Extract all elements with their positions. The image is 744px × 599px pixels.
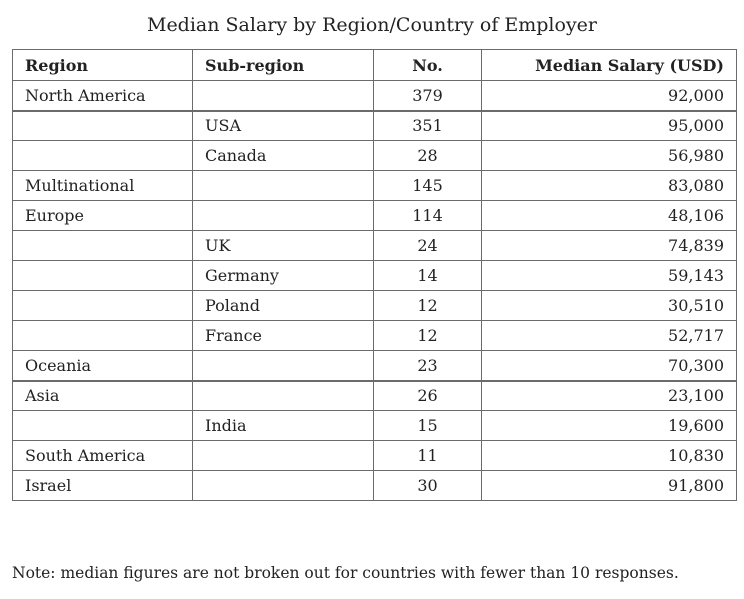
cell-count: 26	[374, 381, 482, 411]
cell-count: 379	[374, 81, 482, 111]
cell-salary: 74,839	[482, 231, 737, 261]
cell-salary: 30,510	[482, 291, 737, 321]
header-median-salary: Median Salary (USD)	[482, 50, 737, 81]
table-row	[13, 201, 737, 231]
cell-salary: 91,800	[482, 471, 737, 501]
cell-subregion: Canada	[193, 141, 374, 171]
cell-subregion: India	[193, 411, 374, 441]
cell-count: 114	[374, 201, 482, 231]
cell-region	[13, 411, 193, 441]
header-region: Region	[13, 50, 193, 81]
cell-count: 24	[374, 231, 482, 261]
cell-salary: 48,106	[482, 201, 737, 231]
cell-subregion: Poland	[193, 291, 374, 321]
table-row	[13, 291, 737, 321]
cell-salary: 95,000	[482, 111, 737, 141]
table-row	[13, 351, 737, 381]
footnote: Note: median figures are not broken out for countries with fewer than 10 responses.	[12, 564, 679, 582]
cell-count: 351	[374, 111, 482, 141]
cell-region	[13, 231, 193, 261]
table-row	[13, 171, 737, 201]
table-row	[13, 111, 737, 141]
cell-count: 11	[374, 441, 482, 471]
cell-count: 145	[374, 171, 482, 201]
cell-subregion	[193, 351, 374, 381]
cell-region	[13, 291, 193, 321]
table-row	[13, 441, 737, 471]
cell-count: 15	[374, 411, 482, 441]
cell-region: Europe	[13, 201, 193, 231]
table-title: Median Salary by Region/Country of Employer	[146, 14, 598, 36]
table-row	[13, 231, 737, 261]
cell-region	[13, 261, 193, 291]
cell-count: 12	[374, 291, 482, 321]
cell-count: 12	[374, 321, 482, 351]
cell-salary: 59,143	[482, 261, 737, 291]
header-count: No.	[374, 50, 482, 81]
table-row	[13, 141, 737, 171]
header-row	[13, 50, 737, 81]
salary-table	[12, 49, 737, 501]
cell-count: 30	[374, 471, 482, 501]
cell-region: North America	[13, 81, 193, 111]
cell-subregion	[193, 441, 374, 471]
cell-region	[13, 321, 193, 351]
cell-subregion	[193, 81, 374, 111]
table-row	[13, 321, 737, 351]
cell-salary: 56,980	[482, 141, 737, 171]
cell-salary: 52,717	[482, 321, 737, 351]
cell-subregion	[193, 381, 374, 411]
cell-salary: 19,600	[482, 411, 737, 441]
cell-count: 28	[374, 141, 482, 171]
cell-region	[13, 111, 193, 141]
cell-subregion	[193, 201, 374, 231]
cell-salary: 70,300	[482, 351, 737, 381]
cell-salary: 10,830	[482, 441, 737, 471]
cell-region: South America	[13, 441, 193, 471]
cell-count: 14	[374, 261, 482, 291]
header-subregion: Sub-region	[193, 50, 374, 81]
table-row	[13, 81, 737, 111]
cell-region: Israel	[13, 471, 193, 501]
table-row	[13, 261, 737, 291]
cell-subregion	[193, 471, 374, 501]
cell-region	[13, 141, 193, 171]
cell-salary: 83,080	[482, 171, 737, 201]
cell-salary: 23,100	[482, 381, 737, 411]
cell-region: Oceania	[13, 351, 193, 381]
cell-salary: 92,000	[482, 81, 737, 111]
cell-subregion: France	[193, 321, 374, 351]
table-row	[13, 471, 737, 501]
cell-region: Asia	[13, 381, 193, 411]
cell-count: 23	[374, 351, 482, 381]
table-row	[13, 411, 737, 441]
cell-subregion: Germany	[193, 261, 374, 291]
cell-region: Multinational	[13, 171, 193, 201]
cell-subregion: USA	[193, 111, 374, 141]
cell-subregion	[193, 171, 374, 201]
table-row	[13, 381, 737, 411]
cell-subregion: UK	[193, 231, 374, 261]
